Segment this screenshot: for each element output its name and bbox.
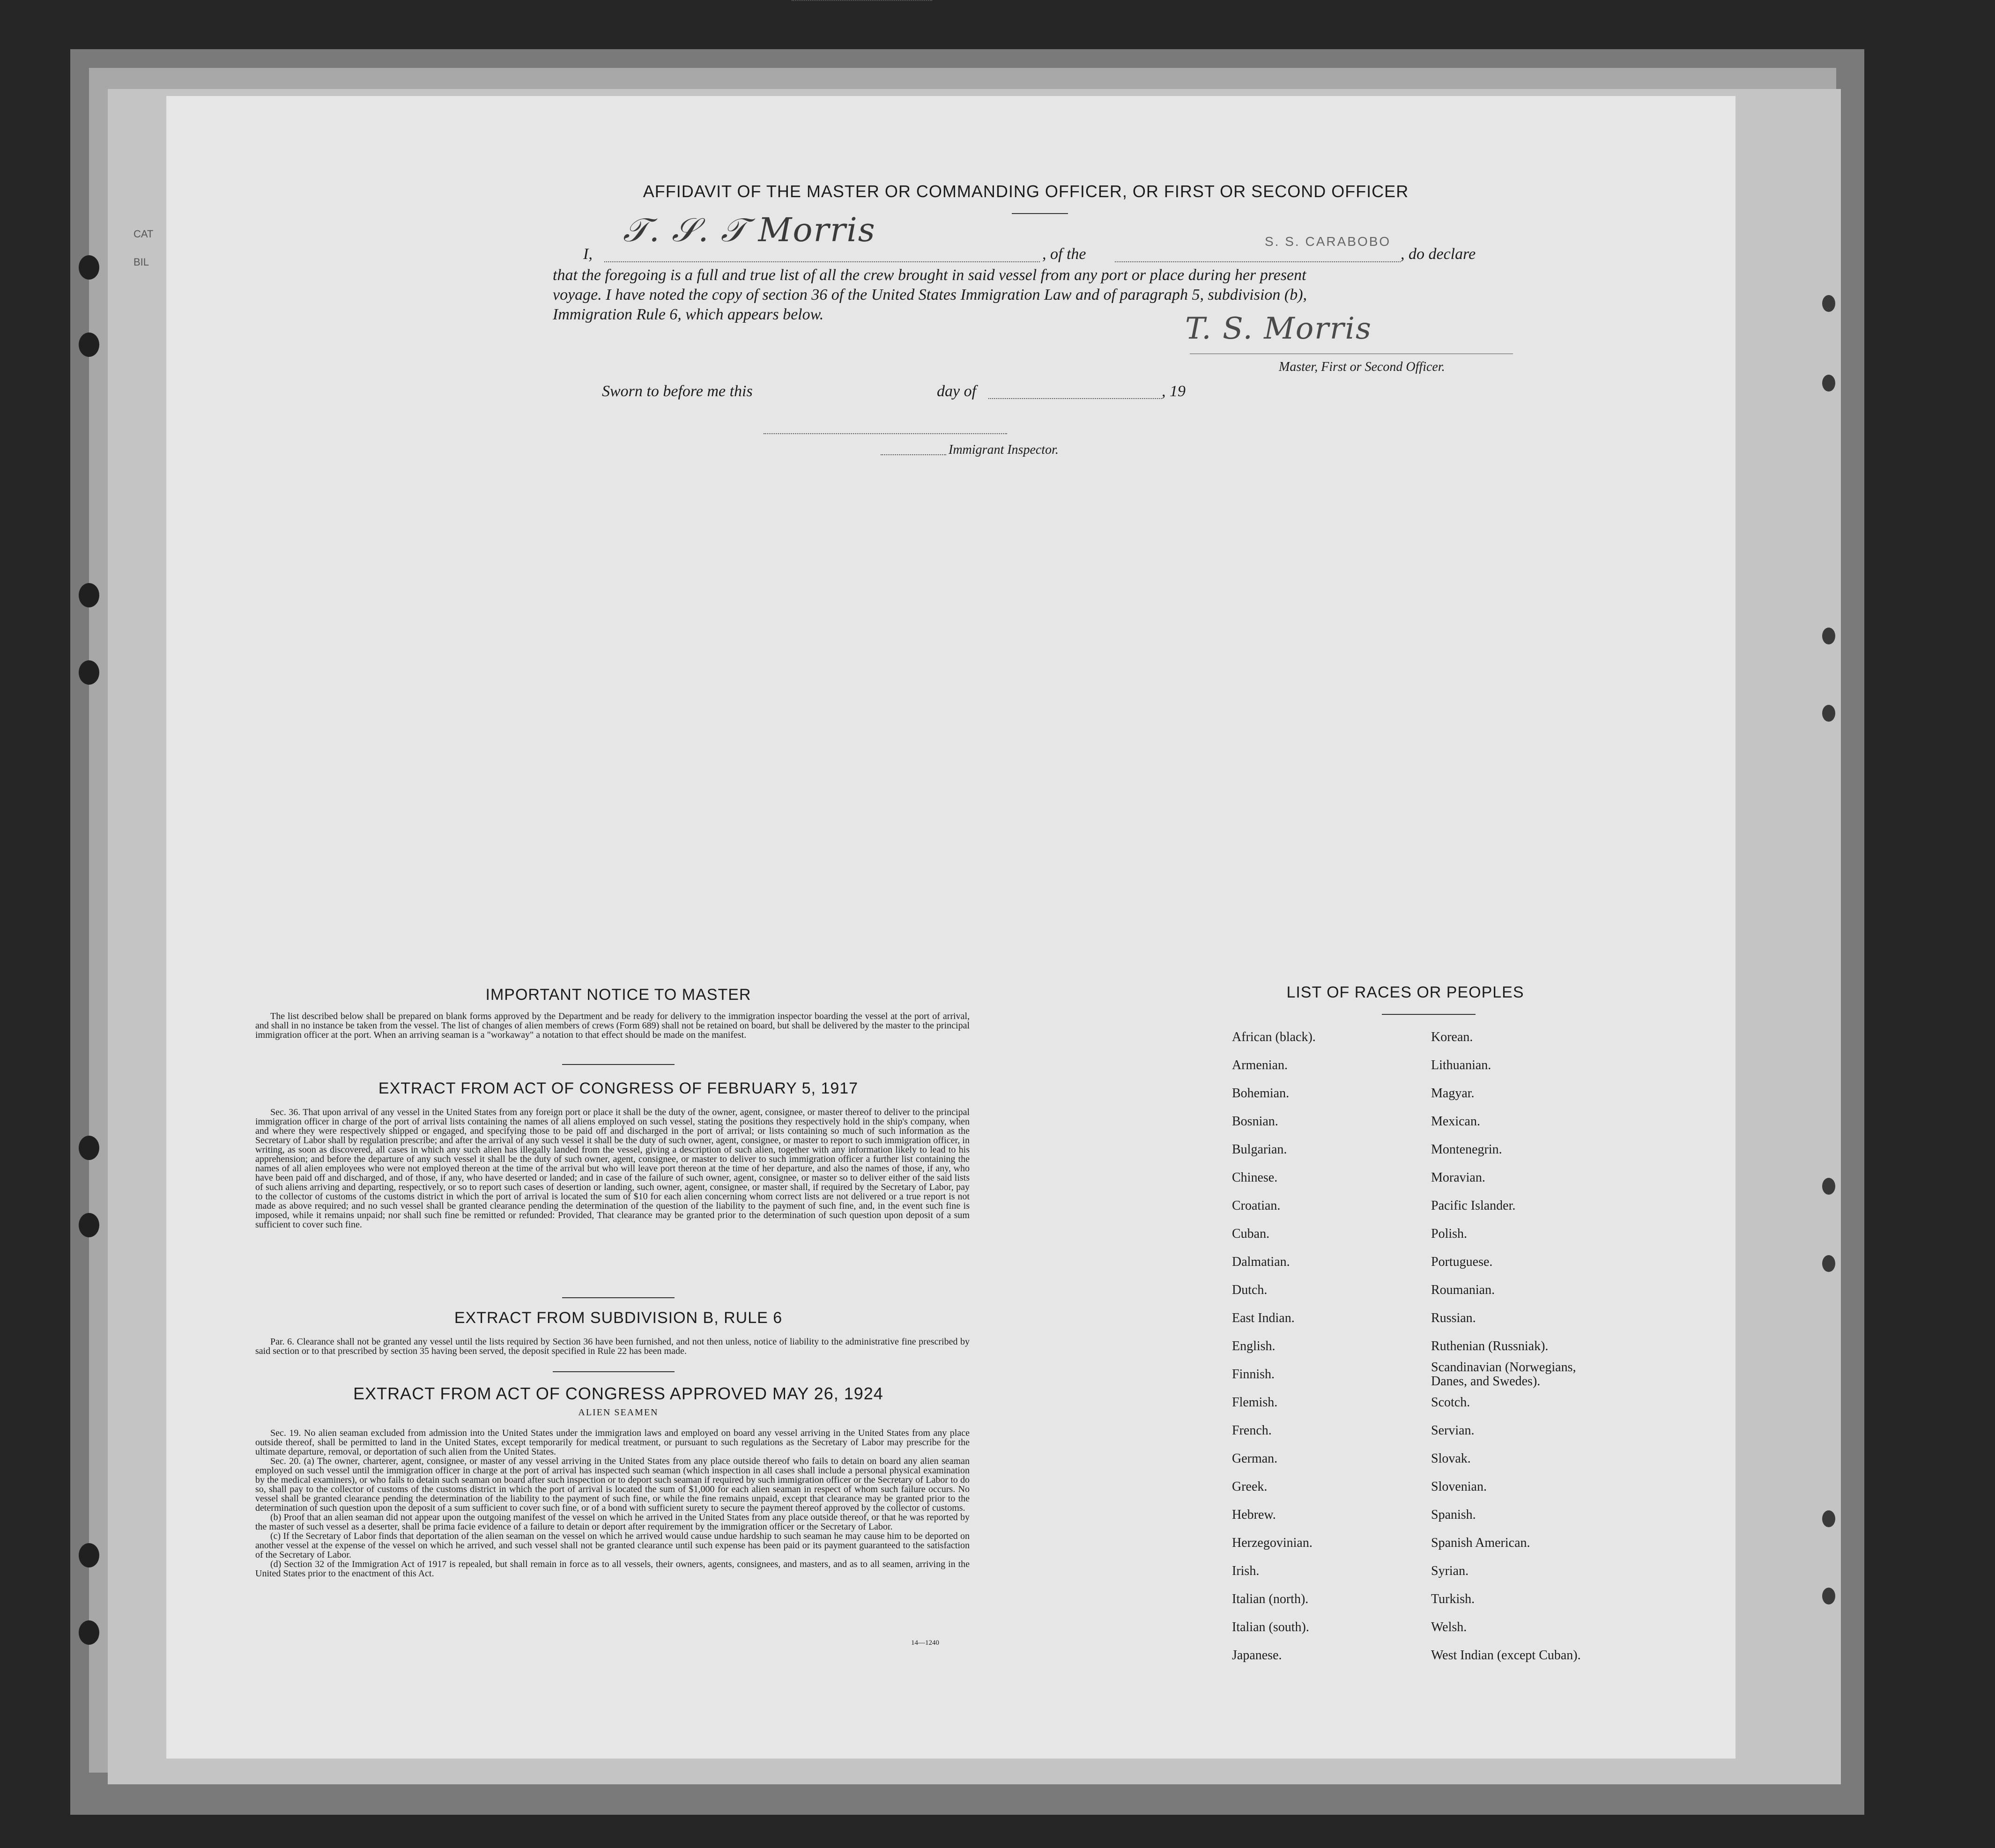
race-item: Russian. <box>1431 1311 1476 1325</box>
extract-1917-title: EXTRACT FROM ACT OF CONGRESS OF FEBRUARY 5, 1917 <box>378 1079 859 1097</box>
vessel-stamp: S. S. CARABOBO <box>1265 234 1391 249</box>
extract-1924-title: EXTRACT FROM ACT OF CONGRESS APPROVED MAY 26, 1924 <box>353 1384 883 1403</box>
handwritten-name: 𝒯. 𝒮. 𝒯 Morris <box>623 211 876 249</box>
race-item: Pacific Islander. <box>1431 1198 1516 1213</box>
race-item: Spanish American. <box>1431 1536 1530 1550</box>
race-item: Armenian. <box>1232 1058 1288 1072</box>
sworn-text: Sworn to before me this <box>602 383 753 400</box>
day-of-text: day of <box>937 383 977 400</box>
affidavit-body-line: Immigration Rule 6, which appears below. <box>553 306 824 323</box>
race-item: Flemish. <box>1232 1395 1278 1410</box>
binder-hole <box>79 660 99 685</box>
binder-hole <box>79 333 99 357</box>
binder-hole <box>1822 705 1835 722</box>
binder-hole <box>1822 1510 1835 1527</box>
binder-hole <box>79 1620 99 1645</box>
race-item: Dutch. <box>1232 1283 1268 1297</box>
signature-caption: Master, First or Second Officer. <box>1279 360 1445 374</box>
race-item: Bosnian. <box>1232 1114 1278 1129</box>
extract-1924-text: Sec. 19. No alien seaman excluded from admission into the United States under the immigration laws and employed on board any vessel arriving in the United States from any place outside thereof, shall be permitted to land in the United States, except temporarily for medical treatment, or pursuant to such regulations as the Secretary of Labor may prescribe for the ultimate departure, removal, or deportation of such alien from the United States. Sec. 20. (a) The owner, charterer, agent, consignee, or master of any vessel arriving in the United States from any place outside thereof who fails to detain on board any alien seaman employed on such vessel until the immigration officer in charge at the port of arrival has inspected such seaman (which inspection in all cases shall include a personal physical examination by the medical examiners), or who fails to detain such seaman on board after such inspection or to deport such seaman if required by such immigration officer or the Secretary of Labor to do so, shall pay to the collector of customs of the customs district in which the port of arrival is located the sum of $1,000 for each alien seaman in respect of whom such failure occurs. No vessel shall be granted clearance pending the determination of the liability to the payment of such fine, or while the fine remains unpaid, except that clearance may be granted prior to the determination of such question upon the deposit of a sum sufficient to cover such fine, or of a bond with sufficient surety to secure the payment thereof approved by the collector of customs. (b) Proof that an alien seaman did not appear upon the outgoing manifest of the vessel on which he arrived in the United States from any place outside thereof, or that he was reported by the master of such vessel as a deserter, shall be prima facie evidence of a failure to detain or deport after requirement by the immigration officer or the Secretary of Labor. (c) If the Secretary of Labor finds that deportation of the alien seaman on the vessel on which he arrived would cause undue hardship to such seaman he may cause him to be deported on another vessel at the expense of the vessel on which he arrived, and such vessel shall not be granted clearance until such expense has been paid or its payment guaranteed to the satisfaction of the Secretary of Labor. (d) Section 32 of the Immigration Act of 1917 is repealed, but shall remain in force as to all vessels, their owners, agents, consignees, and masters, and as to all seamen, arriving in the United States prior to the enactment of this Act. <box>255 1428 970 1579</box>
race-item: Greek. <box>1232 1479 1268 1494</box>
race-item: Magyar. <box>1431 1086 1475 1101</box>
extract-1917-text: Sec. 36. That upon arrival of any vessel in the United States from any foreign port or place it shall be the duty of the owner, agent, consignee, or master thereof to deliver to the principal immigration officer in charge of the port of arrival lists containing the names of all aliens employed on such vessel, stating the positions they respectively hold in the ship's company, when and where they were respectively shipped or engaged, and specifying those to be paid off and discharged in the port of arrival; or lists containing so much of such information as the Secretary of Labor shall by regulation prescribe; and after the arrival of any such vessel it shall be the duty of such owner, agent, consignee, or master to report to such immigration officer, in writing, as soon as discovered, all cases in which any such alien has illegally landed from the vessel, giving a description of such alien, together with any information likely to lead to his apprehension; and before the departure of any such vessel it shall be the duty of such owner, agent, consignee, or master to deliver to such immigration officer a further list containing the names of all alien employees who were not employed thereon at the time of the arrival but who will leave port thereon at the time of her departure, and also the names of those, if any, who have been paid off and discharged, and of those, if any, who have deserted or landed; and in case of the failure of such owner, agent, consignee, or master so to deliver either of the said lists of such aliens arriving and departing, respectively, or so to report such cases of desertion or landing, such owner, agent, consignee, or master shall, if required by the Secretary of Labor, pay to the collector of customs of the customs district in which the port of arrival is located the sum of $10 for each alien concerning whom correct lists are not delivered or a true report is not made as above required; and no such vessel shall be granted clearance pending the determination of the question of the liability to the payment of such fine, and, in the event such fine is imposed, while it remains unpaid; nor shall such fine be remitted or refunded: Provided, That clearance may be granted prior to the determination of such question upon deposit of a sum sufficient to cover such fine. <box>255 1107 970 1230</box>
race-item: Slovenian. <box>1431 1479 1487 1494</box>
race-item: Portuguese. <box>1431 1255 1493 1269</box>
signature: T. S. Morris <box>1185 311 1372 346</box>
race-item: Roumanian. <box>1431 1283 1495 1297</box>
race-item: African (black). <box>1232 1030 1316 1044</box>
form-number: 14—1240 <box>911 1639 939 1647</box>
race-item: Italian (north). <box>1232 1592 1309 1606</box>
inspector-line-short <box>881 454 946 455</box>
race-item: Moravian. <box>1431 1170 1485 1185</box>
race-item: Montenegrin. <box>1431 1142 1502 1157</box>
divider <box>1382 1014 1476 1015</box>
race-item: Herzegovinian. <box>1232 1536 1313 1550</box>
sworn-month-line <box>988 398 1162 399</box>
name-line <box>604 261 1040 262</box>
inspector-caption: Immigrant Inspector. <box>949 443 1059 457</box>
race-item: Syrian. <box>1431 1564 1469 1578</box>
affidavit-body-line: voyage. I have noted the copy of section 36 of the United States Immigration Law and of paragraph 5, subdivision (b), <box>553 286 1307 303</box>
affidavit-i: I, <box>583 245 593 263</box>
divider <box>562 1297 675 1298</box>
binder-hole <box>1822 295 1835 312</box>
race-item: Croatian. <box>1232 1198 1281 1213</box>
race-item: Chinese. <box>1232 1170 1278 1185</box>
binder-hole <box>1822 628 1835 644</box>
binder-hole <box>79 1136 99 1160</box>
race-item: East Indian. <box>1232 1311 1295 1325</box>
race-item: Slovak. <box>1431 1451 1471 1466</box>
notice-text: The list described below shall be prepared on blank forms approved by the Department and be ready for delivery to the immigration inspector boarding the vessel at the port of arrival, and shall in no instance be taken from the vessel. The list of changes of alien members of crews (Form 689) shall not be retained on board, but shall be delivered by the master to the principal immigration officer at the port. When an arriving seaman is a "workaway" a notation to that effect should be made on the manifest. <box>255 1011 970 1040</box>
binder-hole <box>79 583 99 607</box>
edge-stamp: CAT BIL <box>133 228 154 268</box>
affidavit-declare: , do declare <box>1401 245 1476 263</box>
binder-hole <box>79 255 99 280</box>
extract-1924-subtitle: ALIEN SEAMEN <box>578 1407 659 1418</box>
race-item: German. <box>1232 1451 1278 1466</box>
race-item: Scotch. <box>1431 1395 1470 1410</box>
race-item: French. <box>1232 1423 1272 1438</box>
affidavit-title: AFFIDAVIT OF THE MASTER OR COMMANDING OFFICER, OR FIRST OR SECOND OFFICER <box>643 182 1409 201</box>
binder-hole <box>1822 1588 1835 1604</box>
race-item: Ruthenian (Russniak). <box>1431 1339 1549 1353</box>
binder-hole <box>1822 1178 1835 1195</box>
race-item: Korean. <box>1431 1030 1473 1044</box>
notice-title: IMPORTANT NOTICE TO MASTER <box>485 986 751 1004</box>
race-item: Lithuanian. <box>1431 1058 1491 1072</box>
race-item: Scandinavian (Norwegians, Danes, and Swedes). <box>1431 1360 1576 1389</box>
extract-rule6-title: EXTRACT FROM SUBDIVISION B, RULE 6 <box>454 1309 783 1327</box>
race-item: Bulgarian. <box>1232 1142 1287 1157</box>
race-item: Italian (south). <box>1232 1620 1309 1634</box>
race-item: Turkish. <box>1431 1592 1475 1606</box>
vessel-line <box>1115 261 1401 262</box>
binder-hole <box>79 1213 99 1237</box>
binder-hole <box>1822 1255 1835 1272</box>
sworn-day-line <box>792 0 932 1</box>
binder-hole <box>1822 375 1835 392</box>
binder-hole <box>79 1543 99 1567</box>
race-item: Dalmatian. <box>1232 1255 1290 1269</box>
race-item: Mexican. <box>1431 1114 1480 1129</box>
races-title: LIST OF RACES OR PEOPLES <box>1286 983 1524 1001</box>
race-item: Hebrew. <box>1232 1508 1276 1522</box>
race-item: Japanese. <box>1232 1648 1282 1663</box>
race-item: Servian. <box>1431 1423 1475 1438</box>
race-item: Finnish. <box>1232 1367 1275 1382</box>
race-item: Cuban. <box>1232 1227 1270 1241</box>
extract-rule6-text: Par. 6. Clearance shall not be granted any vessel until the lists required by Section 36 have been furnished, and not then unless, notice of liability to the administrative fine prescribed by said section or to that prescribed by section 35 having been served, the deposit specified in Rule 22 has been made. <box>255 1337 970 1356</box>
affidavit-body-line: that the foregoing is a full and true list of all the crew brought in said vessel from any port or place during her present <box>553 266 1306 284</box>
race-item: West Indian (except Cuban). <box>1431 1648 1581 1663</box>
race-item: Welsh. <box>1431 1620 1467 1634</box>
inspector-line <box>764 433 1007 434</box>
divider <box>1012 213 1068 214</box>
race-item: Polish. <box>1431 1227 1468 1241</box>
affidavit-of-the: , of the <box>1042 245 1086 263</box>
divider <box>553 1371 675 1372</box>
divider <box>562 1064 675 1065</box>
race-item: English. <box>1232 1339 1276 1353</box>
year-prefix: , 19 <box>1162 383 1186 400</box>
race-item: Irish. <box>1232 1564 1260 1578</box>
race-item: Bohemian. <box>1232 1086 1290 1101</box>
race-item: Spanish. <box>1431 1508 1476 1522</box>
